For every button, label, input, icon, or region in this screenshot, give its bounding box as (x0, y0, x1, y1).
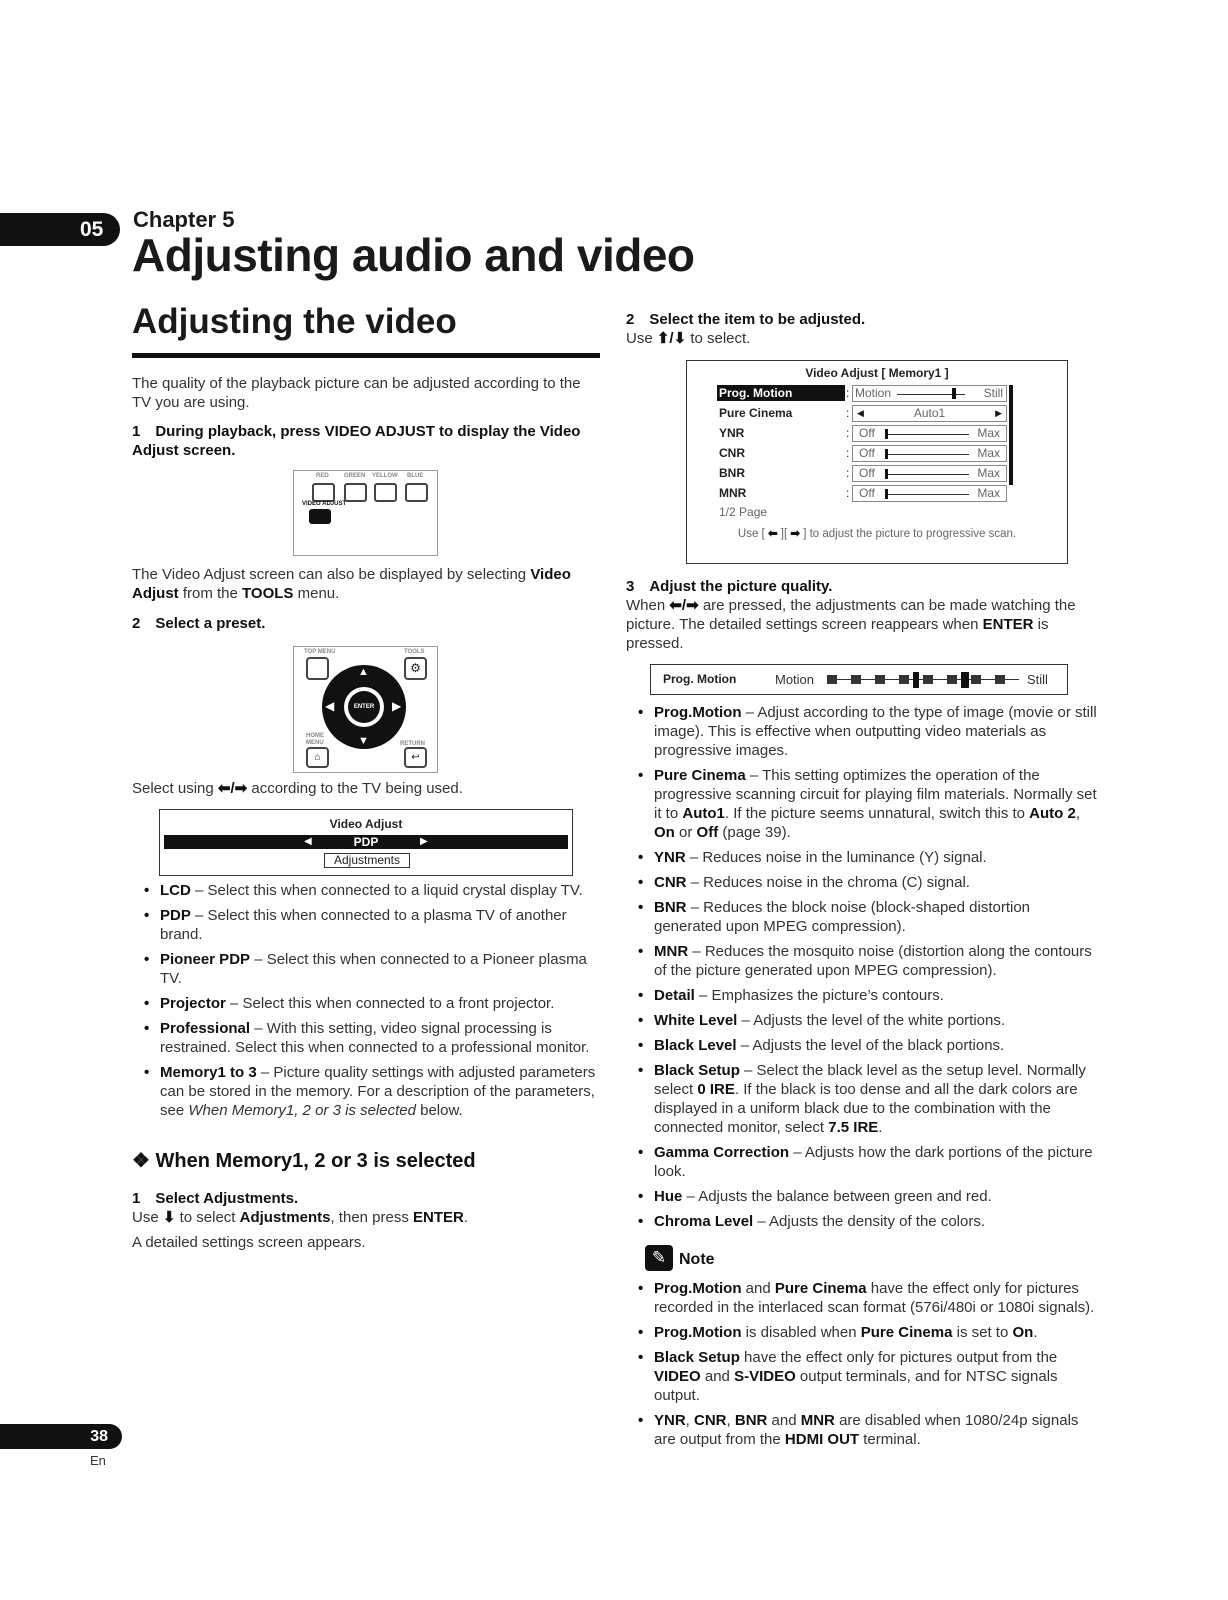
right-arrow-icon: ➡ (790, 528, 801, 540)
list-item: • CNR – Reduces noise in the chroma (C) signal. (638, 873, 1098, 892)
list-item: • LCD – Select this when connected to a liquid crystal display TV. (144, 881, 602, 900)
list-item: • Black Setup – Select the black level as the setup level. Normally select 0 IRE. If the black is too dense and all the dark colors are displayed in a uniform black due to the combination with the connected monitor, select 7.5 IRE. (638, 1061, 1098, 1137)
home-icon: ⌂ (306, 747, 329, 768)
adjustment-items-list (638, 703, 1098, 1237)
list-item: • YNR, CNR, BNR and MNR are disabled when 1080/24p signals are output from the HDMI OUT terminal. (638, 1411, 1098, 1449)
list-item: • Professional – With this setting, video signal processing is restrained. Select this when connected to a professional monitor. (144, 1019, 602, 1057)
memory-osd (686, 360, 1068, 564)
osd-preset-selector (164, 835, 568, 849)
adjust-bar-label: Prog. Motion (663, 672, 737, 686)
osd-row-label: CNR (719, 446, 745, 460)
adjust-bar-right-label: Still (1027, 672, 1048, 687)
adjust-bar-knob (961, 672, 969, 688)
left-right-arrows-icon: ⬅/➡ (217, 780, 248, 797)
adjust-bar-left-label: Motion (775, 672, 815, 687)
osd-slider-bnr: Off Max (852, 465, 1007, 482)
tools-button: ⚙ (404, 657, 427, 680)
osd-right-arrow-icon: ▶ (995, 408, 1002, 418)
osd-row-label: MNR (719, 486, 747, 500)
up-down-arrows-icon: ⬆/⬇ (656, 330, 687, 347)
list-item: • Gamma Correction – Adjusts how the dark portions of the picture look. (638, 1143, 1098, 1181)
remote-color-buttons-illustration (293, 470, 438, 556)
green-label: GREEN (344, 473, 366, 479)
osd-preset-value: PDP (353, 835, 379, 849)
chapter-number: 05 (80, 217, 104, 241)
list-item: • YNR – Reduces noise in the luminance (Y) signal. (638, 848, 1098, 867)
osd-row-label: Prog. Motion (719, 386, 793, 400)
section-title: Adjusting the video (132, 302, 457, 341)
page-number: 38 (90, 1427, 108, 1445)
osd-hint: Use [ ⬅ ][ ➡ ] to adjust the picture to progressive scan. (737, 528, 1017, 540)
list-item: • White Level – Adjusts the level of the white portions. (638, 1011, 1098, 1030)
osd-scrollbar (1009, 385, 1013, 485)
list-item: • Pioneer PDP – Select this when connected to a Pioneer plasma TV. (144, 950, 602, 988)
memory-osd-title: Video Adjust [ Memory1 ] (805, 366, 949, 380)
list-item: • Hue – Adjusts the balance between green and red. (638, 1187, 1098, 1206)
right-step-2-text: Use ⬆/⬇ to select. (626, 330, 751, 347)
list-item: • Black Level – Adjusts the level of the black portions. (638, 1036, 1098, 1055)
osd-adjustments-button: Adjustments (324, 853, 410, 868)
red-label: RED (316, 473, 329, 479)
list-item: • Pure Cinema – This setting optimizes the operation of the progressive scanning circuit for playing film materials. Normally set it to Auto1. If the picture seems unnatural, switch this to Auto 2, On or Off (page 39). (638, 766, 1098, 842)
top-menu-button (306, 657, 329, 680)
note-list (638, 1279, 1098, 1455)
tools-note: The Video Adjust screen can also be displayed by selecting Video Adjust from the TOOLS menu. (132, 566, 571, 602)
osd-slider-ynr: Off Max (852, 425, 1007, 442)
list-item: • Detail – Emphasizes the picture’s contours. (638, 986, 1098, 1005)
blue-label: BLUE (407, 473, 424, 479)
osd-left-arrow-icon: ◀ (857, 408, 864, 418)
section-rule (132, 353, 600, 358)
memory-subheading: ❖ When Memory1, 2 or 3 is selected (132, 1150, 476, 1172)
down-arrow-icon: ⬇ (162, 1209, 176, 1226)
left-arrow-icon: ◀ (325, 699, 335, 713)
chapter-label: Chapter 5 (133, 207, 235, 232)
list-item: • Projector – Select this when connected to a front projector. (144, 994, 602, 1013)
up-arrow-icon: ▲ (358, 666, 369, 678)
return-icon: ↩ (404, 747, 427, 768)
language-label: En (90, 1453, 106, 1468)
list-item: • PDP – Select this when connected to a plasma TV of another brand. (144, 906, 602, 944)
top-menu-label: TOP MENU (304, 649, 336, 655)
return-label: RETURN (400, 741, 425, 747)
step-2-heading: 2 Select a preset. (132, 615, 266, 632)
right-step-3-text: When ⬅/➡ are pressed, the adjustments can be made watching the picture. The detailed settings screen reappears when ENTER is pressed. (626, 597, 1076, 652)
left-right-arrows-icon: ⬅/➡ (669, 597, 699, 614)
memory-step-1-heading: 1 Select Adjustments. (132, 1190, 299, 1207)
remote-navigation-illustration (293, 646, 438, 773)
page-title: Adjusting audio and video (132, 229, 695, 281)
down-arrow-icon: ▼ (358, 735, 369, 747)
left-arrow-icon: ⬅ (767, 528, 778, 540)
right-step-2-heading: 2 Select the item to be adjusted. (626, 311, 866, 328)
list-item: • Prog.Motion – Adjust according to the type of image (movie or still image). This is effective when outputting video materials as progressive images. (638, 703, 1098, 760)
list-item: • Prog.Motion and Pure Cinema have the effect only for pictures recorded in the interlaced scan format (576i/480i or 1080i signals). (638, 1279, 1098, 1317)
osd-slider-mnr: Off Max (852, 485, 1007, 502)
osd-row-label: BNR (719, 466, 745, 480)
osd-value-column: : : : : : : Motion Still ◀ Auto1 ▶ Off Max Off Max Off Max Off Max (846, 385, 1006, 505)
red-button (312, 483, 335, 502)
video-adjust-label: VIDEO ADJUST (302, 501, 347, 507)
osd-title: Video Adjust (329, 817, 403, 831)
list-item: • Memory1 to 3 – Picture quality settings with adjusted parameters can be stored in the memory. For a description of the parameters, see When Memory1, 2 or 3 is selected below. (144, 1063, 602, 1120)
osd-row-label: YNR (719, 426, 745, 440)
adjust-bar-marker (913, 672, 919, 688)
osd-row-label: Pure Cinema (719, 406, 793, 420)
home-menu-label: HOME MENU (306, 733, 324, 746)
diamond-icon: ❖ (132, 1150, 156, 1172)
memory-appears-text: A detailed settings screen appears. (132, 1234, 366, 1251)
tools-label: TOOLS (404, 649, 425, 655)
osd-slider-cnr: Off Max (852, 445, 1007, 462)
adjust-bar-ticks (827, 675, 1019, 684)
slider-knob (952, 388, 956, 399)
osd-selector-pure-cinema: ◀ Auto1 ▶ (852, 405, 1007, 422)
chapter-number-tab (0, 213, 120, 246)
right-step-3-heading: 3 Adjust the picture quality. (626, 578, 833, 595)
blue-button (405, 483, 428, 502)
osd-left-arrow-icon: ◀ (304, 836, 312, 847)
list-item: • Black Setup have the effect only for pictures output from the VIDEO and S-VIDEO output terminals, and for NTSC signals output. (638, 1348, 1098, 1405)
osd-page-indicator: 1/2 Page (719, 505, 768, 519)
list-item: • Prog.Motion is disabled when Pure Cinema is set to On. (638, 1323, 1098, 1342)
page-number-tab (0, 1424, 122, 1449)
list-item: • BNR – Reduces the block noise (block-shaped distortion generated upon MPEG compression). (638, 898, 1098, 936)
intro-text: The quality of the playback picture can be adjusted according to the TV you are using. (132, 375, 581, 411)
osd-slider-prog-motion: Motion Still (852, 385, 1007, 402)
list-item: • Chroma Level – Adjusts the density of the colors. (638, 1212, 1098, 1231)
green-button (344, 483, 367, 502)
osd-right-arrow-icon: ▶ (420, 836, 428, 847)
right-arrow-icon: ▶ (392, 699, 402, 713)
enter-button: ENTER (348, 691, 380, 723)
memory-step-1-text: Use ⬇ to select Adjustments, then press ENTER. (132, 1209, 469, 1226)
list-item: • MNR – Reduces the mosquito noise (distortion along the contours of the picture generated upon MPEG compression). (638, 942, 1098, 980)
note-title: Note (679, 1251, 715, 1268)
note-pencil-icon: ✎ (645, 1245, 673, 1271)
prog-motion-adjust-bar (650, 664, 1068, 695)
preset-list (144, 881, 602, 1126)
video-adjust-button (309, 509, 331, 524)
select-using-text: Select using ⬅/➡ according to the TV being used. (132, 780, 463, 797)
video-adjust-osd (159, 809, 573, 876)
yellow-label: YELLOW (372, 473, 398, 479)
yellow-button (374, 483, 397, 502)
step-1-heading: 1 During playback, press VIDEO ADJUST to display the Video Adjust screen. (132, 423, 581, 459)
